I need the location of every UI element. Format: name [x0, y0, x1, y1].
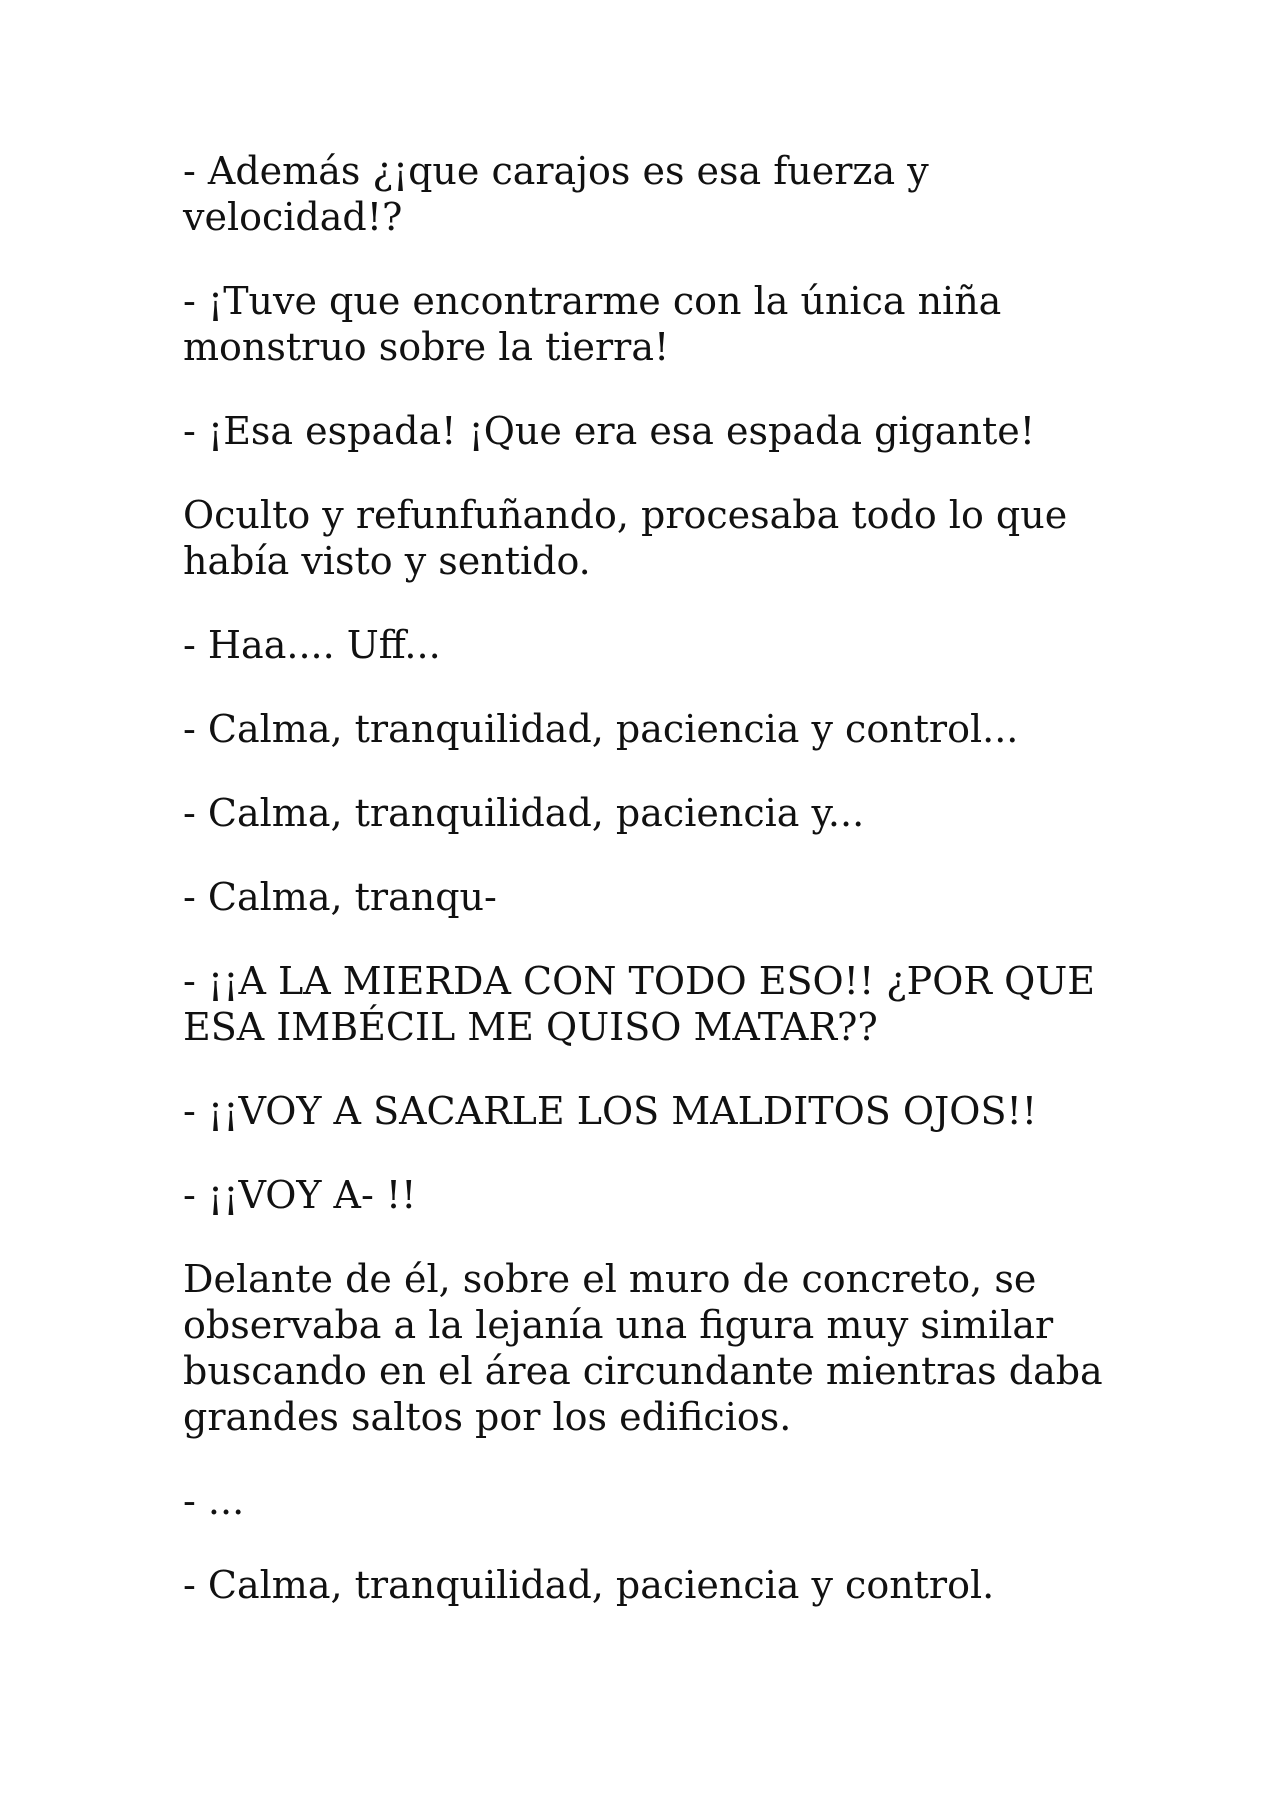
paragraph: - Calma, tranquilidad, paciencia y...	[183, 791, 865, 835]
paragraph: - Calma, tranquilidad, paciencia y control...	[183, 707, 1019, 751]
paragraph: - ¡Esa espada! ¡Que era esa espada gigante!	[183, 409, 1036, 453]
story-text	[183, 148, 1103, 1646]
paragraph: - Además ¿¡que carajos es esa fuerza y velocidad!?	[183, 149, 929, 239]
paragraph: - Haa.... Uff...	[183, 623, 441, 667]
paragraph: - ¡¡VOY A- !!	[183, 1173, 417, 1217]
paragraph: - ...	[183, 1479, 245, 1523]
paragraph: - Calma, tranqu-	[183, 875, 497, 919]
paragraph: - ¡Tuve que encontrarme con la única niña monstruo sobre la tierra!	[183, 279, 1002, 369]
paragraph: - Calma, tranquilidad, paciencia y control.	[183, 1563, 995, 1607]
paragraph: Delante de él, sobre el muro de concreto, se observaba a la lejanía una figura muy similar buscando en el área circundante mientras daba grandes saltos por los edificios.	[183, 1257, 1103, 1439]
paragraph: - ¡¡A LA MIERDA CON TODO ESO!! ¿POR QUE ESA IMBÉCIL ME QUISO MATAR??	[183, 959, 1095, 1049]
paragraph: - ¡¡VOY A SACARLE LOS MALDITOS OJOS!!	[183, 1089, 1038, 1133]
paragraph: Oculto y refunfuñando, procesaba todo lo que había visto y sentido.	[183, 493, 1068, 583]
